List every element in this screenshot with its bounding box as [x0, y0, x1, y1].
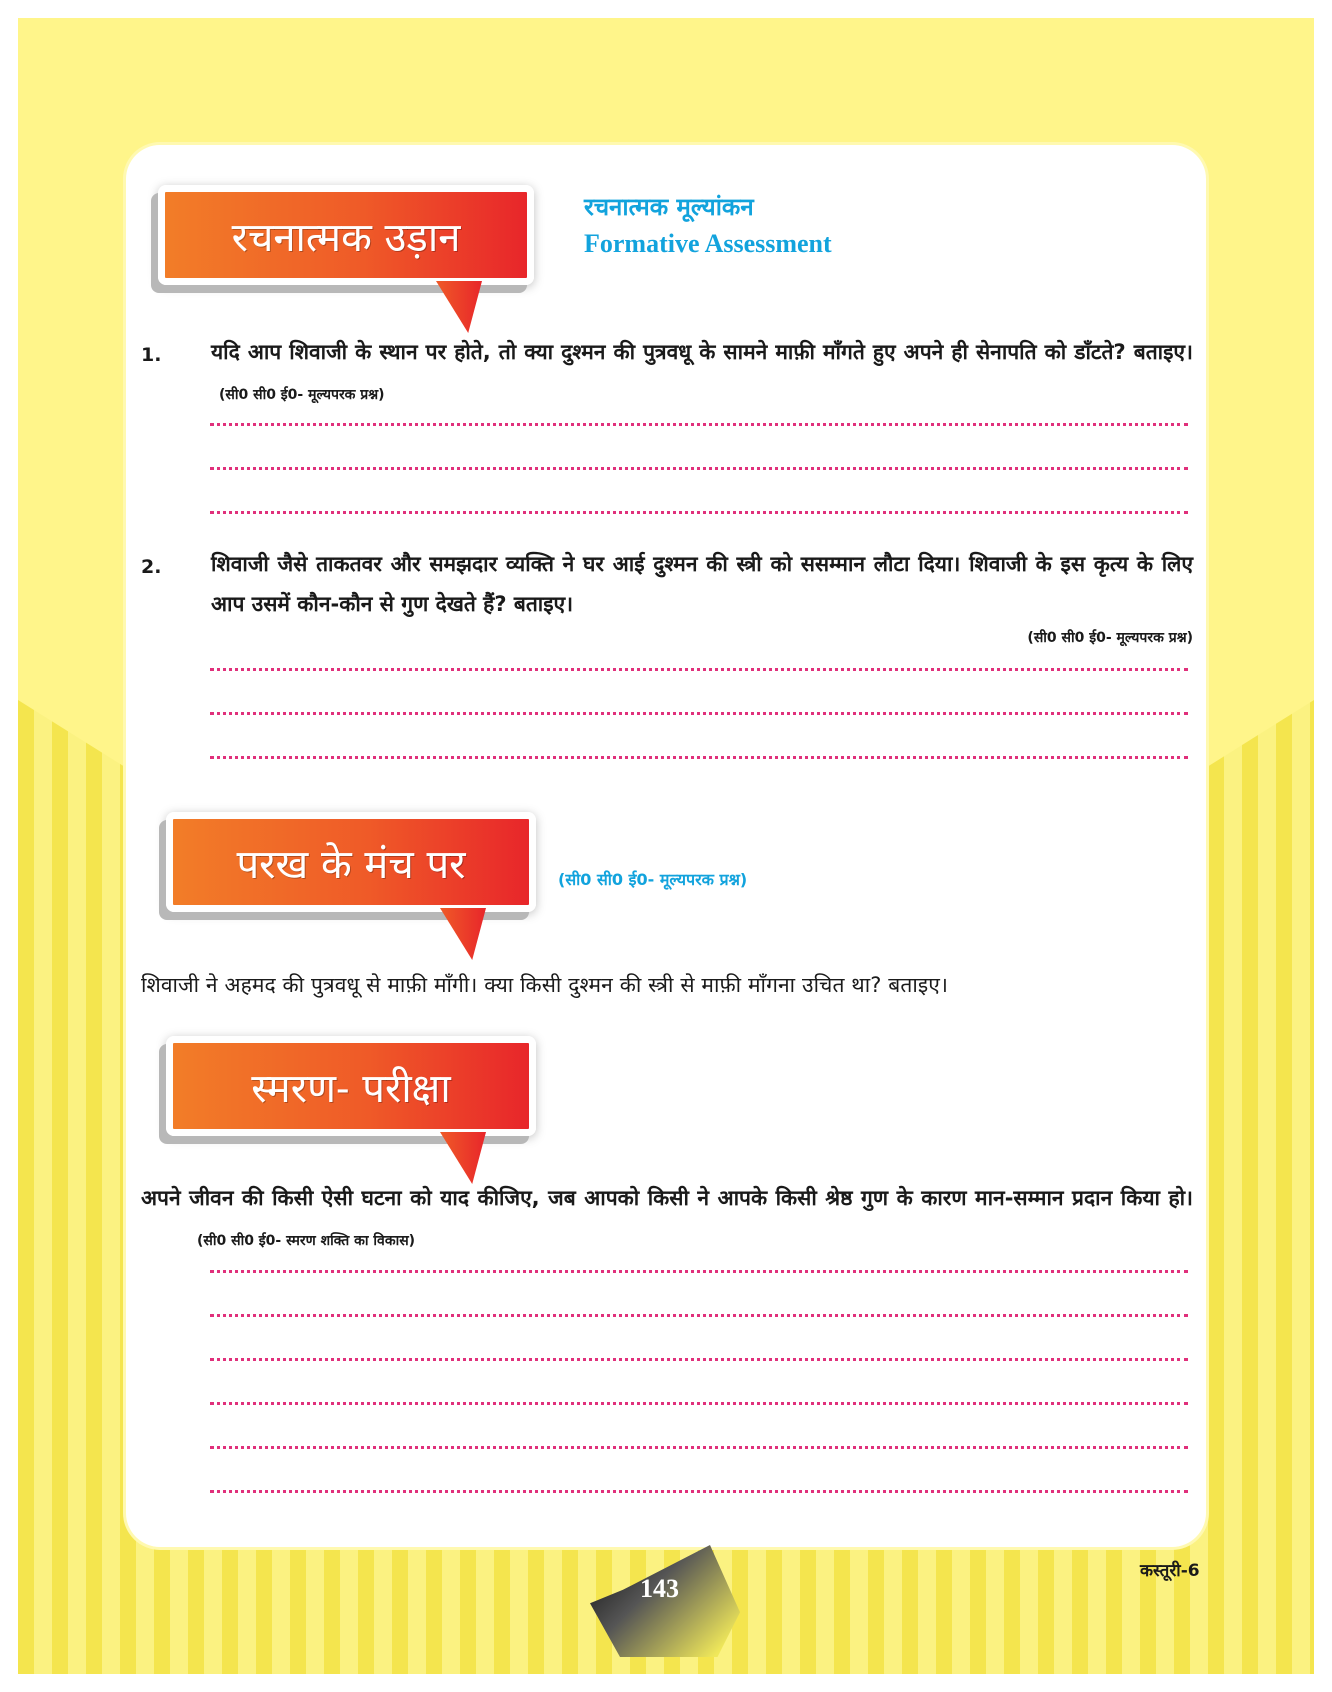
question-tag: (सी0 सी0 ई0- मूल्यपरक प्रश्न) — [219, 387, 385, 403]
evaluation-question: शिवाजी ने अहमद की पुत्रवधू से माफ़ी माँगी। क्या किसी दुश्मन की स्त्री से माफ़ी माँगना उचित था? बताइए। — [141, 973, 949, 997]
question-text: यदि आप शिवाजी के स्थान पर होते, तो क्या दुश्मन की पुत्रवधू के सामने माफ़ी माँगते हुए अपने ही सेनापति को डाँटते? बताइए। — [211, 340, 1193, 364]
assessment-title: रचनात्मक मूल्यांकन — [584, 193, 754, 221]
question-text: अपने जीवन की किसी ऐसी घटना को याद कीजिए, जब आपको किसी ने आपके किसी श्रेष्ठ गुण के कारण मान-सम्मान प्रदान किया हो। — [141, 1186, 1193, 1210]
answer-line[interactable] — [210, 1446, 1188, 1449]
answer-line[interactable] — [210, 1358, 1188, 1361]
answer-line[interactable] — [210, 1270, 1188, 1273]
question-tag: (सी0 सी0 ई0- मूल्यपरक प्रश्न) — [1027, 630, 1193, 646]
question-text: शिवाजी जैसे ताकतवर और समझदार व्यक्ति ने घर आई दुश्मन की स्त्री को ससम्मान लौटा दिया। शिवाजी के इस कृत्य के लिए आप उसमें कौन-कौन से गुण देखते हैं? बताइए। — [211, 552, 1193, 616]
answer-line[interactable] — [210, 1490, 1188, 1493]
answer-line[interactable] — [210, 423, 1188, 426]
answer-line[interactable] — [210, 1314, 1188, 1317]
answer-line[interactable] — [210, 756, 1188, 759]
answer-line[interactable] — [210, 1402, 1188, 1405]
memory-question — [141, 1178, 1193, 1261]
question-number: 2. — [141, 556, 162, 578]
banner-title: स्मरण- परीक्षा — [251, 1065, 451, 1112]
section-tag: (सी0 सी0 ई0- मूल्यपरक प्रश्न) — [558, 870, 748, 889]
question-tag: (सी0 सी0 ई0- स्मरण शक्ति का विकास) — [197, 1233, 416, 1249]
answer-line[interactable] — [210, 467, 1188, 470]
answer-line[interactable] — [210, 668, 1188, 671]
answer-line[interactable] — [210, 511, 1188, 514]
book-name: कस्तूरी-6 — [1140, 1561, 1200, 1581]
section-banner-evaluation — [166, 812, 536, 912]
banner-title: परख के मंच पर — [236, 841, 466, 888]
page-number: 143 — [640, 1574, 679, 1603]
answer-line[interactable] — [210, 712, 1188, 715]
section-banner-formative — [158, 185, 534, 285]
question-1 — [211, 332, 1193, 415]
question-2 — [211, 544, 1193, 624]
question-number: 1. — [141, 344, 162, 366]
banner-title: रचनात्मक उड़ान — [231, 214, 461, 261]
section-banner-memory-test — [166, 1036, 536, 1136]
assessment-subtitle: Formative Assessment — [584, 229, 832, 258]
